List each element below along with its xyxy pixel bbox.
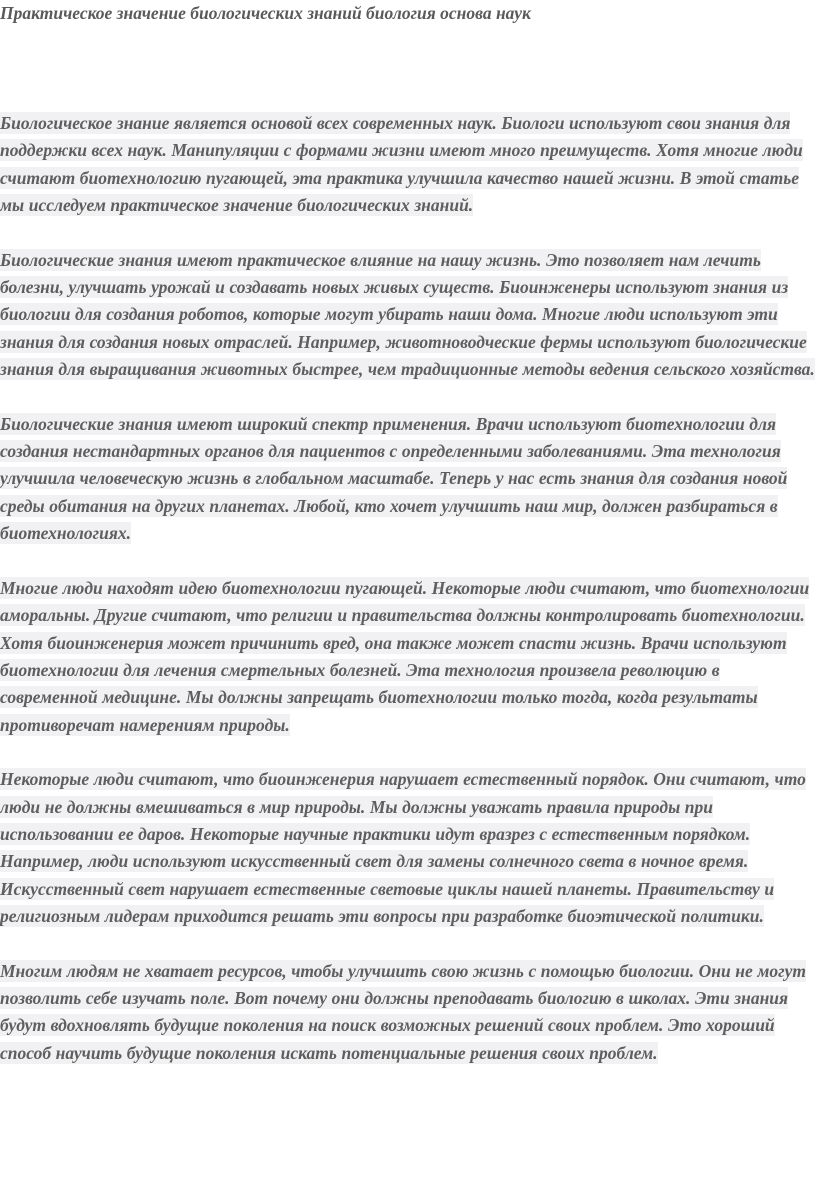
paragraph-4 [0, 575, 816, 739]
paragraph-text: Биологические знания имеют широкий спектр применения. Врачи используют биотехнологии для создания нестандартных органов для пациентов с определенными заболеваниями. Эта технология улучшила человеческую жизнь в глобальном масштабе. Теперь у нас есть знания для создания новой среды обитания на других планетах. Любой, кто хочет улучшить наш мир, должен разбираться в биотехнологиях. [0, 413, 788, 544]
document-body [0, 110, 816, 1094]
document-title: Практическое значение биологических знаний биология основа наук [0, 3, 531, 23]
paragraph-5 [0, 766, 816, 930]
paragraph-text: Многим людям не хватает ресурсов, чтобы улучшить свою жизнь с помощью биологии. Они не могут позволить себе изучать поле. Вот почему они должны преподавать биологию в школах. Эти знания будут вдохновлять будущие поколения на поиск возможных решений своих проблем. Это хороший способ научить будущие поколения искать потенциальные решения своих проблем. [0, 960, 806, 1063]
paragraph-text: Некоторые люди считают, что биоинженерия нарушает естественный порядок. Они считают, что люди не должны вмешиваться в мир природы. Мы должны уважать правила природы при использовании ее даров. Некоторые научные практики идут вразрез с естественным порядком. Например, люди используют искусственный свет для замены солнечного света в ночное время. Искусственный свет нарушает естественные световые циклы нашей планеты. Правительству и религиозным лидерам приходится решать эти вопросы при разработке биоэтической политики. [0, 769, 806, 927]
paragraph-1 [0, 110, 816, 220]
paragraph-2 [0, 247, 816, 384]
paragraph-3 [0, 411, 816, 548]
paragraph-6 [0, 958, 816, 1068]
paragraph-text: Биологическое знание является основой всех современных наук. Биологи используют свои знания для поддержки всех наук. Манипуляции с формами жизни имеют много преимуществ. Хотя многие люди считают биотехнологию пугающей, эта практика улучшила качество нашей жизни. В этой статье мы исследуем практическое значение биологических знаний. [0, 113, 803, 216]
paragraph-text: Биологические знания имеют практическое влияние на нашу жизнь. Это позволяет нам лечить болезни, улучшать урожай и создавать новых живых существ. Биоинженеры используют знания из биологии для создания роботов, которые могут убирать наши дома. Многие люди используют эти знания для создания новых отраслей. Например, животноводческие фермы используют биологические знания для выращивания животных быстрее, чем традиционные методы ведения сельского хозяйства. [0, 249, 815, 380]
paragraph-text: Многие люди находят идею биотехнологии пугающей. Некоторые люди считают, что биотехнологии аморальны. Другие считают, что религии и правительства должны контролировать биотехнологии. Хотя биоинженерия может причинить вред, она также может спасти жизнь. Врачи используют биотехнологии для лечения смертельных болезней. Эта технология произвела революцию в современной медицине. Мы должны запрещать биотехнологии только тогда, когда результаты противоречат намерениям природы. [0, 577, 810, 735]
